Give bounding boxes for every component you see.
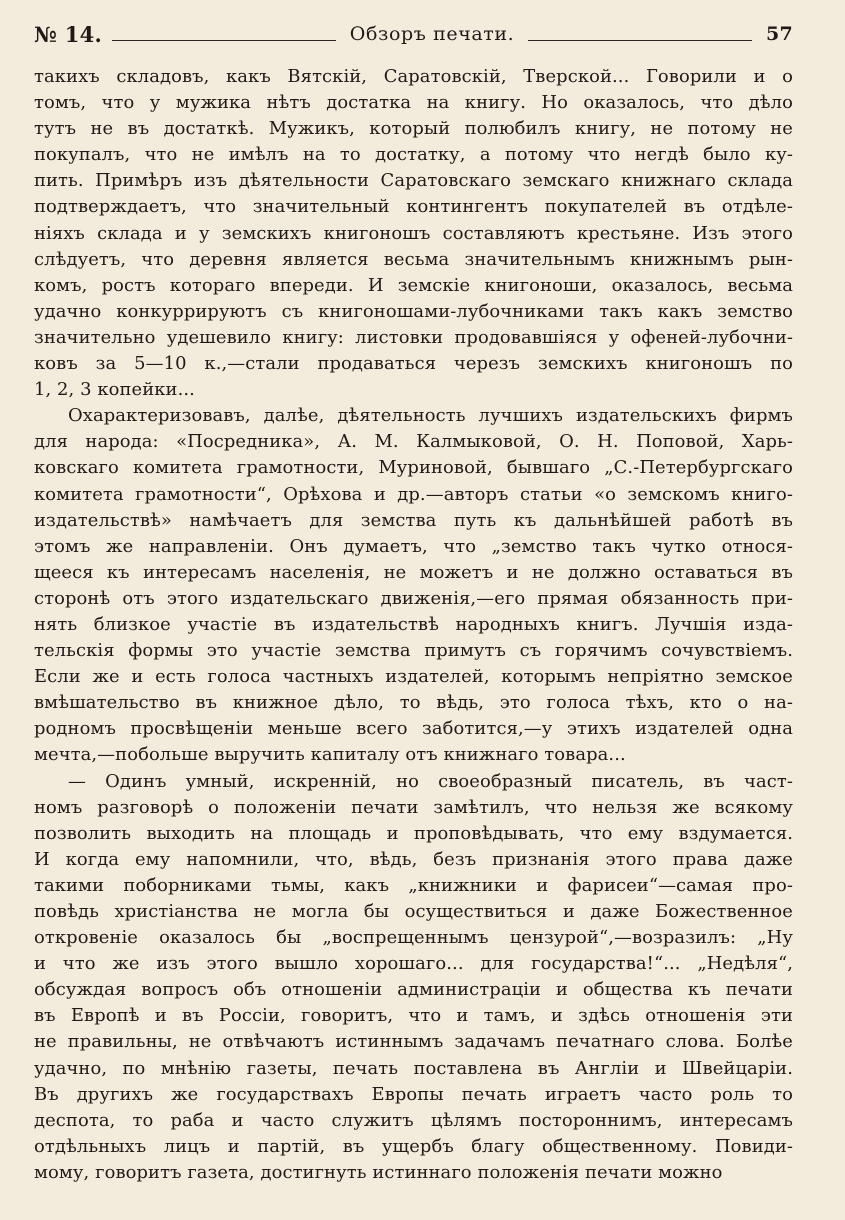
text-line: мечта,—побольше выручить капиталу отъ книжнаго товара... [34,744,626,766]
text-line: деспота, то раба и часто служитъ цѣлямъ постороннимъ, интересамъ [34,1109,793,1131]
paragraph [34,64,793,403]
text-line: въ Европѣ и въ Россіи, говоритъ, что и тамъ, и здѣсь отношенія эти [34,1005,793,1027]
text-line: родномъ просвѣщеніи меньше всего заботится,—у этихъ издателей одна [34,718,793,740]
text-line: И когда ему напомнили, что, вѣдь, безъ признанія этого права даже [34,848,793,870]
text-line: ковъ за 5—10 к.,—стали продаваться черезъ земскихъ книгоношъ по [34,353,793,375]
text-line: комъ, ростъ котораго впереди. И земскіе книгоноши, оказалось, весьма [34,274,793,296]
text-line: подтверждаетъ, что значительный контингентъ покупателей въ отдѣле- [34,196,793,218]
text-line: тутъ не въ достаткѣ. Мужикъ, который полюбилъ книгу, не потому не [34,118,793,140]
text-line: щееся къ интересамъ населенія, не можетъ и не должно оставаться въ [34,561,793,583]
text-line: и что же изъ этого вышло хорошаго... для государства!“... „Недѣля“, [34,953,793,975]
text-line: мому, говоритъ газета, достигнуть истиннаго положенія печати можно [34,1161,723,1183]
text-line: удачно, по мнѣнію газеты, печать поставлена въ Англіи и Швейцаріи. [34,1057,793,1079]
body-text [34,64,793,1186]
text-line: слѣдуетъ, что деревня является весьма значительнымъ книжнымъ рын- [34,248,793,270]
text-line: позволить выходить на площадь и проповѣдывать, что ему вздумается. [34,822,793,844]
text-line: издательствѣ» намѣчаетъ для земства путь къ дальнѣйшей работѣ въ [34,509,793,531]
text-line: значительно удешевило книгу: листовки продовавшіяся у офеней-лубочни- [34,326,793,348]
text-line: удачно конкуррируютъ съ книгоношами-лубочниками такъ какъ земство [34,300,793,322]
text-line: сторонѣ отъ этого издательскаго движенія,—его прямая обязанность при- [34,587,793,609]
text-line: отдѣльныхъ лицъ и партій, въ ущербъ благу общественному. Повиди- [34,1135,793,1157]
text-line: Если же и есть голоса частныхъ издателей, которымъ непріятно земское [34,666,793,688]
text-line: не правильны, не отвѣчаютъ истиннымъ задачамъ печатнаго слова. Болѣе [34,1031,793,1053]
issue-number: № 14. [34,21,103,47]
text-line: вмѣшательство въ книжное дѣло, то вѣдь, это голоса тѣхъ, кто о на- [34,692,793,714]
text-line: ковскаго комитета грамотности, Муриновой, бывшаго „С.-Петербургскаго [34,457,793,479]
text-line: откровеніе оказалось бы „воспрещеннымъ цензурой“,—возразилъ: „Ну [34,927,793,949]
text-line: томъ, что у мужика нѣтъ достатка на книгу. Но оказалось, что дѣло [34,92,793,114]
text-line: Въ другихъ же государствахъ Европы печать играетъ часто роль то [34,1083,793,1105]
text-line: такими поборниками тьмы, какъ „книжники и фарисеи“—самая про- [34,874,793,896]
text-line: ніяхъ склада и у земскихъ книгоношъ составляютъ крестьяне. Изъ этого [34,222,793,244]
text-line: комитета грамотности“, Орѣхова и др.—авторъ статьи «о земскомъ книго- [34,483,793,505]
paragraph [34,403,793,768]
text-line: этомъ же направленіи. Онъ думаетъ, что „земство такъ чутко относя- [34,535,793,557]
header-rule-left [112,40,336,41]
text-line: — Одинъ умный, искренній, но своеобразный писатель, въ част- [68,770,793,792]
text-line: обсуждая вопросъ объ отношеніи администраціи и общества къ печати [34,979,793,1001]
text-line: покупалъ, что не имѣлъ на то достатку, а потому что негдѣ было ку- [34,144,793,166]
text-line: такихъ складовъ, какъ Вятскій, Саратовскій, Тверской... Говорили и о [34,66,793,87]
text-line: повѣдь христіанства не могла бы осуществиться и даже Божественное [34,901,793,922]
header-rule-right [528,40,752,41]
page-header [34,20,793,48]
page-number: 57 [765,23,793,45]
text-line: номъ разговорѣ о положеніи печати замѣтилъ, что нельзя же всякому [34,796,793,818]
section-title: Обзоръ печати. [349,23,515,45]
text-line: 1, 2, 3 копейки... [34,379,195,401]
text-line: Охарактеризовавъ, далѣе, дѣятельность лучшихъ издательскихъ фирмъ [68,405,793,427]
text-line: пить. Примѣръ изъ дѣятельности Саратовскаго земскаго книжнаго склада [34,170,793,192]
paragraph [34,769,793,1187]
text-line: для народа: «Посредника», А. М. Калмыковой, О. Н. Поповой, Харь- [34,431,793,453]
text-line: тельскія формы это участіе земства примутъ съ горячимъ сочувствіемъ. [34,640,793,662]
text-line: нять близкое участіе въ издательствѣ народныхъ книгъ. Лучшія изда- [34,613,793,635]
